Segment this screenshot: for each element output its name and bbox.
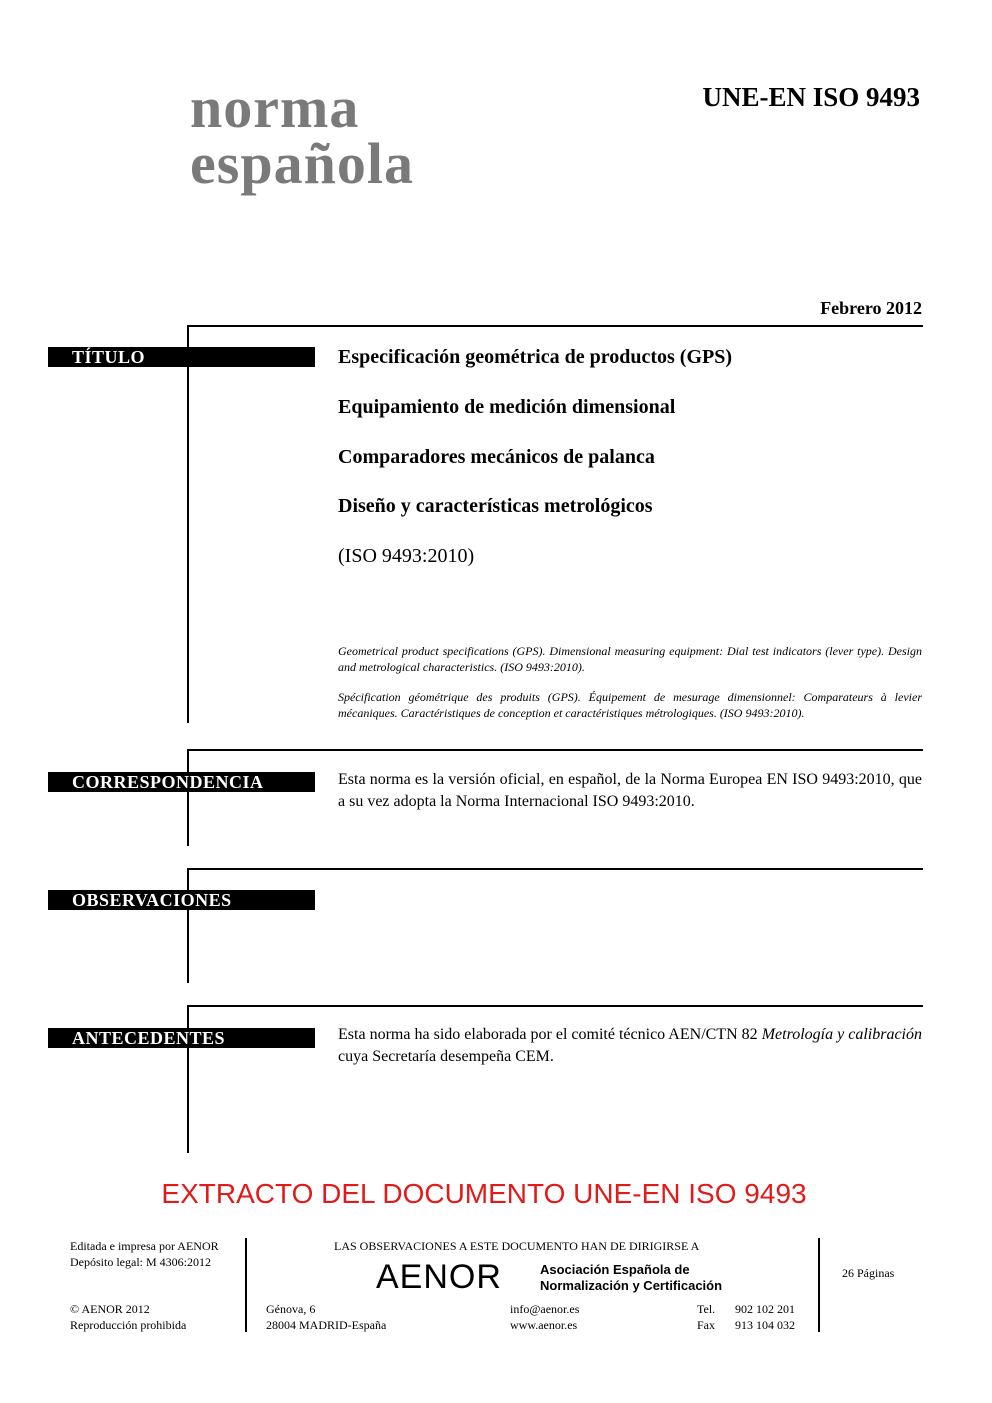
title-line-4: Diseño y características metrológicos [338,495,653,517]
publication-date: Febrero 2012 [820,298,922,318]
footer-web: www.aenor.es [510,1318,578,1332]
iso-reference: (ISO 9493:2010) [338,545,475,567]
antecedentes-top-rule [187,1005,923,1007]
french-title: Spécification géométrique des produits (GPS). Équipement de mesurage dimensionnel: Comparateurs à levier mécaniques. Caractéristiques de conception et caractéristiques métrologiques. (ISO 9493:2010). [338,690,922,720]
footer-edited: Editada e impresa por AENOR [70,1239,219,1253]
aenor-org-line-2: Normalización y Certificación [540,1278,723,1293]
footer-address [266,1301,386,1333]
footer-copyright: © AENOR 2012 [70,1302,150,1316]
footer-copyright-block [70,1301,186,1333]
correspondencia-label: CORRESPONDENCIA [48,772,315,792]
titulo-top-rule [187,325,923,327]
observaciones-top-rule [187,868,923,870]
footer-address-1: Génova, 6 [266,1302,316,1316]
footer-phone-numbers [735,1301,795,1333]
footer-address-2: 28004 MADRID-España [266,1318,387,1332]
brand-line-1: norma [190,75,360,140]
footer-tel-label: Tel. [697,1302,716,1316]
footer-contact [510,1301,579,1333]
footer-reproduction: Reproducción prohibida [70,1318,187,1332]
footer-right-divider [818,1238,820,1332]
aenor-org-name [540,1262,722,1294]
correspondencia-text: Esta norma es la versión oficial, en español, de la Norma Europea EN ISO 9493:2010, que a su vez adopta la Norma Internacional ISO 9493:2010. [338,771,922,810]
correspondencia-side-rule [187,749,189,846]
footer-observations-header: LAS OBSERVACIONES A ESTE DOCUMENTO HAN DE DIRIGIRSE A [334,1239,700,1253]
correspondencia-top-rule [187,749,923,751]
norma-espanola-brand [190,75,414,196]
title-line-2: Equipamiento de medición dimensional [338,396,676,418]
footer-email: info@aenor.es [510,1302,580,1316]
brand-line-2: española [190,131,414,196]
footer-tel: 902 102 201 [735,1302,795,1316]
observaciones-side-rule [187,868,189,983]
antecedentes-text [338,1024,922,1068]
page-count: 26 Páginas [842,1266,895,1280]
title-line-3: Comparadores mecánicos de palanca [338,446,655,468]
antecedentes-text-start: Esta norma ha sido elaborada por el comité técnico AEN/CTN 82 [338,1026,762,1043]
footer-edition-block [70,1238,219,1270]
footer-left-divider [245,1238,247,1332]
title-line-1: Especificación geométrica de productos (GPS) [338,346,733,368]
footer-phone-labels [697,1301,715,1333]
antecedentes-text-end: cuya Secretaría desempeña CEM. [338,1048,554,1065]
footer-fax-label: Fax [697,1318,715,1332]
observaciones-label: OBSERVACIONES [48,890,315,910]
footer-deposit: Depósito legal: M 4306:2012 [70,1255,211,1269]
titulo-label: TÍTULO [48,347,315,367]
footer-fax: 913 104 032 [735,1318,795,1332]
english-title: Geometrical product specifications (GPS). Dimensional measuring equipment: Dial test indicators (lever type). Design and metrological characteristics. (ISO 9493:2010). [338,644,922,674]
aenor-logo: AENOR [376,1258,502,1296]
aenor-org-line-1: Asociación Española de [540,1262,690,1277]
committee-name: Metrología y calibración [761,1026,922,1043]
antecedentes-label: ANTECEDENTES [48,1028,315,1048]
extract-notice: EXTRACTO DEL DOCUMENTO UNE-EN ISO 9493 [161,1178,807,1209]
standard-code: UNE-EN ISO 9493 [702,82,920,112]
titulo-side-rule [187,325,189,723]
